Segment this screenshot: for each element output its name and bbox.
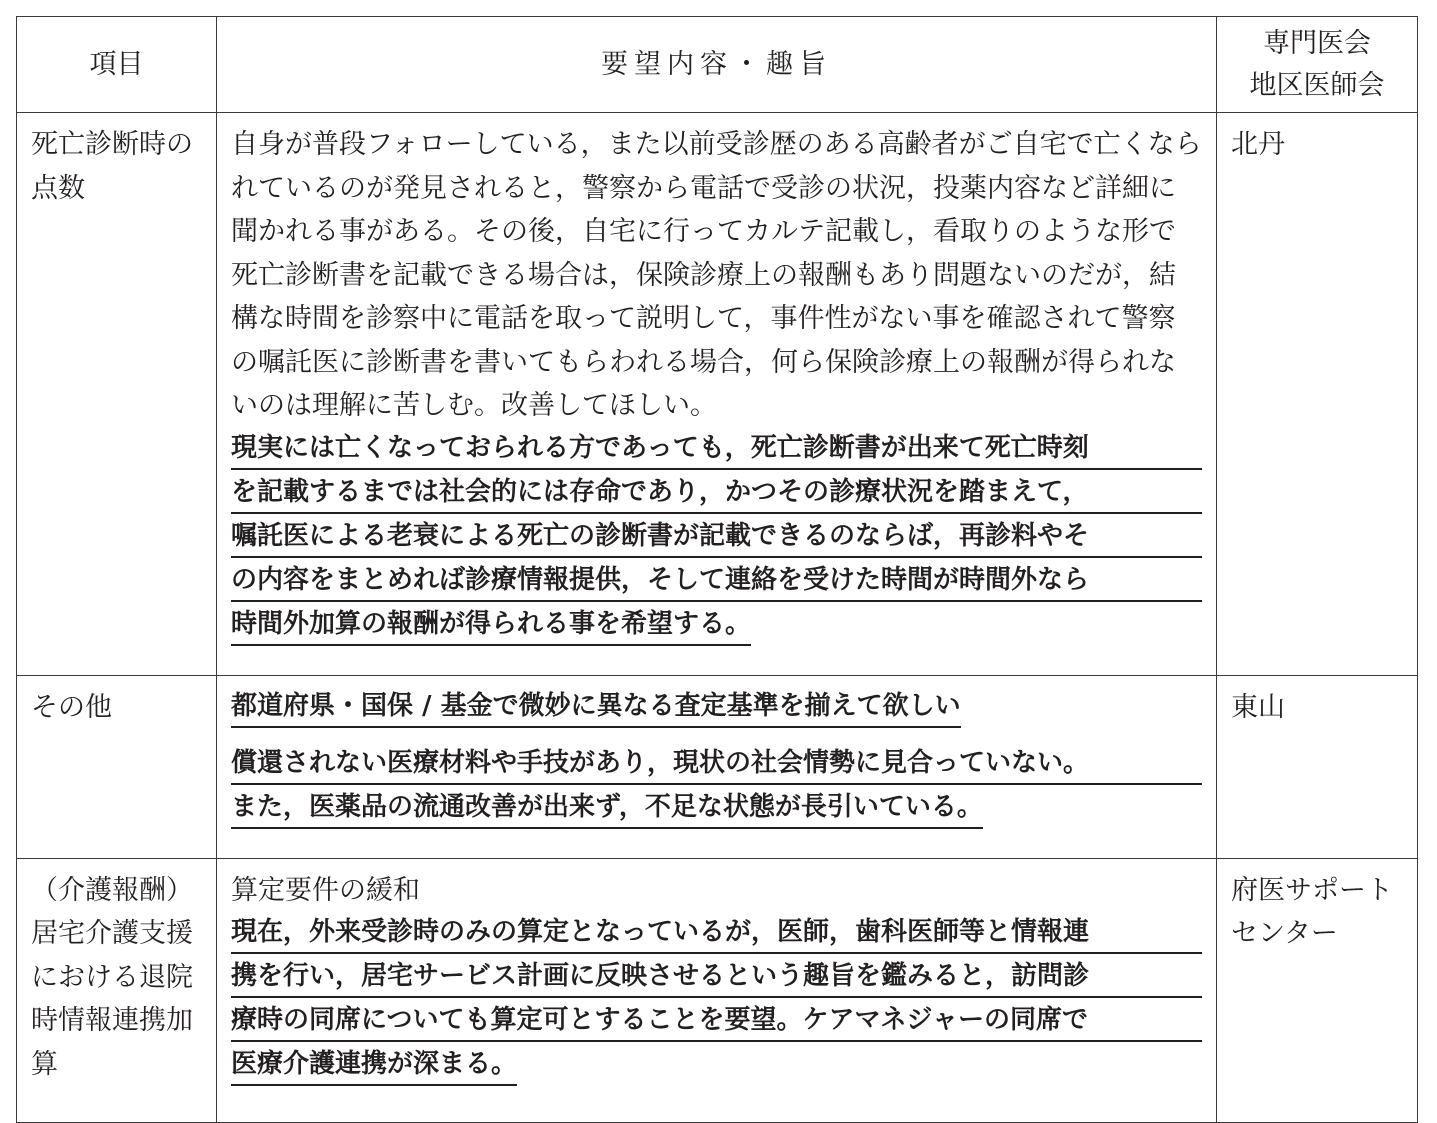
- row-item: 死亡診断時の点数: [17, 113, 217, 676]
- emphasis-line: また，医薬品の流通改善が出来ず，不足な状態が長引いている。: [231, 787, 983, 829]
- row-association: 東山: [1217, 675, 1418, 858]
- emphasis-line: を記載するまでは社会的には存命であり，かつその診療状況を踏まえて，: [231, 472, 1202, 514]
- emphasis-line: 携を行い，居宅サービス計画に反映させるという趣旨を鑑みると，訪問診: [231, 956, 1202, 998]
- emphasis-line: 償還されない医療材料や手技があり，現状の社会情勢に見合っていない。: [231, 743, 1202, 785]
- header-content: 要望内容・趣旨: [217, 17, 1217, 113]
- emphasis-line: 嘱託医による老衰による死亡の診断書が記載できるのならば，再診料やそ: [231, 516, 1202, 558]
- table-header-row: [17, 17, 1418, 113]
- table-row: [17, 113, 1418, 676]
- header-association-line2: 地区医師会: [1249, 69, 1385, 101]
- emphasis-line: 都道府県・国保 / 基金で微妙に異なる査定基準を揃えて欲しい: [231, 686, 961, 728]
- row-emphasis-text: [231, 686, 1202, 844]
- row-content: [217, 675, 1217, 858]
- emphasis-line: 時間外加算の報酬が得られる事を希望する。: [231, 604, 751, 646]
- header-association-line1: 専門医会: [1263, 27, 1371, 59]
- request-table: [16, 16, 1418, 1123]
- row-emphasis-text: [231, 912, 1202, 1101]
- emphasis-line: 現在，外来受診時のみの算定となっているが，医師，歯科医師等と情報連: [231, 912, 1202, 954]
- row-item: その他: [17, 675, 217, 858]
- row-plain-text: 算定要件の緩和: [231, 874, 420, 906]
- row-emphasis-text: [231, 428, 1202, 661]
- row-plain-text: 自身が普段フォローしている，また以前受診歴のある高齢者がご自宅で亡くなられているのが発見されると，警察から電話で受診の状況，投薬内容など詳細に聞かれる事がある。その後，自宅に行ってカルテ記載し，看取りのような形で死亡診断書を記載できる場合は，保険診療上の報酬もあり問題ないのだが，結構な時間を診察中に電話を取って説明して，事件性がない事を確認されて警察の嘱託医に診断書を書いてもらわれる場合，何ら保険診療上の報酬が得られないのは理解に苦しむ。改善してほしい。: [231, 129, 1202, 421]
- emphasis-line: 現実には亡くなっておられる方であっても，死亡診断書が出来て死亡時刻: [231, 428, 1202, 470]
- row-item: （介護報酬）居宅介護支援における退院時情報連携加算: [17, 858, 217, 1122]
- table-row: [17, 858, 1418, 1122]
- row-content: [217, 113, 1217, 676]
- emphasis-line: 療時の同席についても算定可とすることを要望。ケアマネジャーの同席で: [231, 1000, 1202, 1042]
- row-association: 府医サポートセンター: [1217, 858, 1418, 1122]
- table-row: [17, 675, 1418, 858]
- header-association: [1217, 17, 1418, 113]
- emphasis-line: の内容をまとめれば診療情報提供，そして連絡を受けた時間が時間外なら: [231, 560, 1202, 602]
- row-association: 北丹: [1217, 113, 1418, 676]
- emphasis-line: 医療介護連携が深まる。: [231, 1044, 517, 1086]
- header-item: 項目: [17, 17, 217, 113]
- row-content: [217, 858, 1217, 1122]
